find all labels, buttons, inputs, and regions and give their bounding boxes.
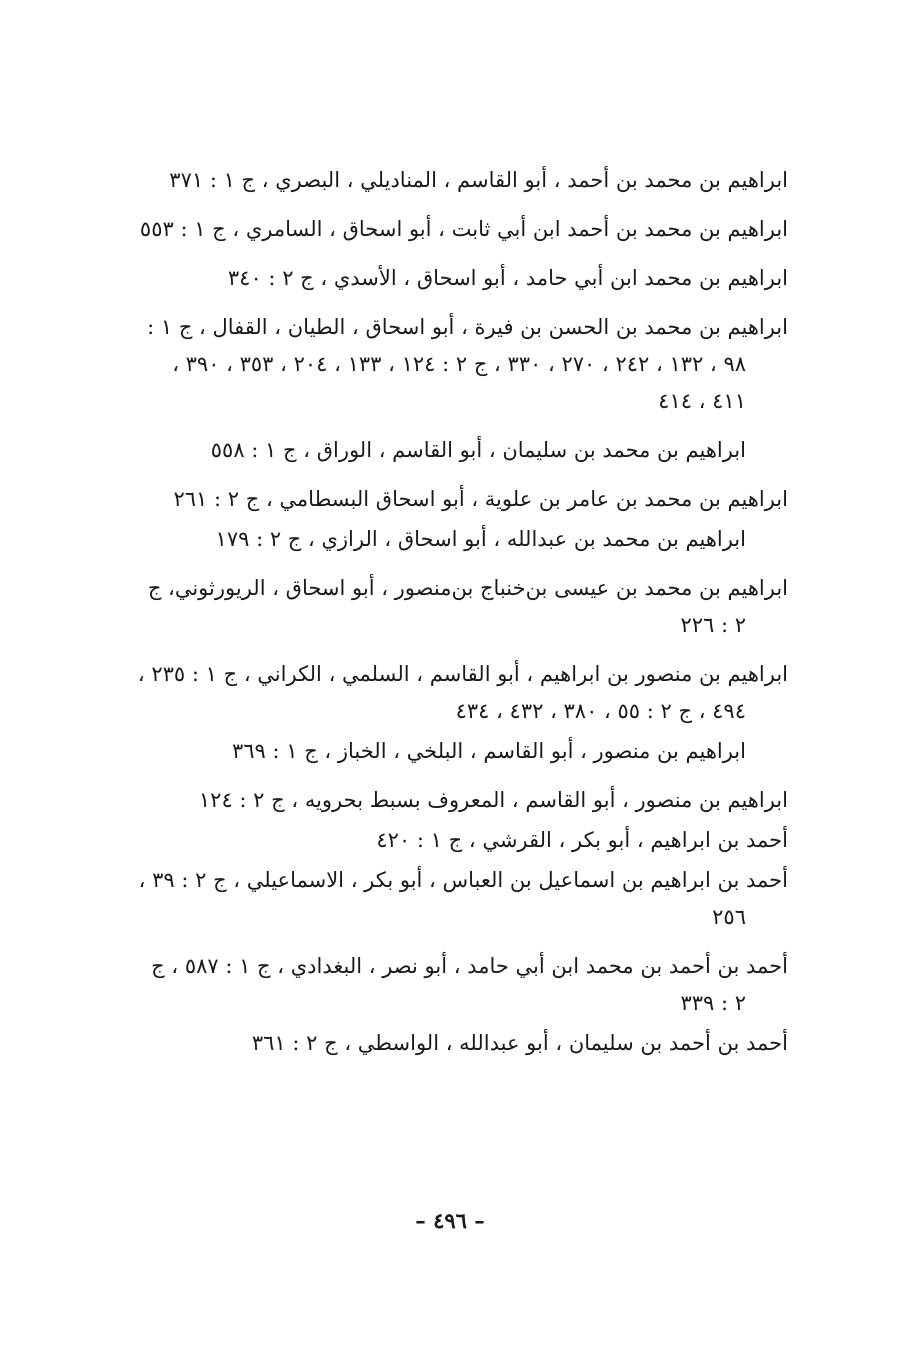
index-entry: ابراهيم بن محمد بن أحمد ، أبو القاسم ، المناديلي ، البصري ، ج ١ : ٣٧١ — [169, 168, 788, 192]
index-entries — [136, 162, 788, 1074]
index-entry: ابراهيم بن منصور بن ابراهيم ، أبو القاسم ، السلمي ، الكراني ، ج ١ : ٢٣٥ ، ٤٩٤ ، ج ٢ : ٥٥ ، ٣٨٠ ، ٤٣٢ ، ٤٣٤ — [137, 662, 788, 723]
index-entry: أحمد بن أحمد بن محمد ابن أبي حامد ، أبو نصر ، البغدادي ، ج ١ : ٥٨٧ ، ج ٢ : ٣٣٩ — [151, 954, 788, 1015]
page-number: – ٤٩٦ – — [415, 1208, 485, 1233]
index-entry: ابراهيم بن محمد بن عبدالله ، أبو اسحاق ، الرازي ، ج ٢ : ١٧٩ — [215, 527, 746, 551]
index-entry: ابراهيم بن محمد ابن أبي حامد ، أبو اسحاق ، الأسدي ، ج ٢ : ٣٤٠ — [227, 266, 788, 290]
index-entry: ابراهيم بن محمد بن أحمد ابن أبي ثابت ، أبو اسحاق ، السامري ، ج ١ : ٥٥٣ — [139, 217, 788, 241]
index-entry: ابراهيم بن منصور ، أبو القاسم ، البلخي ، الخباز ، ج ١ : ٣٦٩ — [231, 739, 746, 763]
index-entry: ابراهيم بن محمد بن الحسن بن فيرة ، أبو اسحاق ، الطيان ، القفال ، ج ١ : ٩٨ ، ١٣٢ ، ٢٤٢ ، ٢٧٠ ، ٣٣٠ ، ج ٢ : ١٢٤ ، ١٣٣ ، ٢٠٤ ، ٣٥٣ ، ٣٩٠ ، ٤١١ ، ٤١٤ — [147, 315, 788, 413]
index-entry: ابراهيم بن محمد بن سليمان ، أبو القاسم ، الوراق ، ج ١ : ٥٥٨ — [210, 438, 746, 462]
index-entry: أحمد بن ابراهيم بن اسماعيل بن العباس ، أبو بكر ، الاسماعيلي ، ج ٢ : ٣٩ ، ٢٥٦ — [138, 868, 788, 929]
index-entry: ابراهيم بن محمد بن عيسى بن‌خنباج بن‌منصور ، أبو اسحاق ، الريورثوني، ج ٢ : ٢٢٦ — [147, 576, 788, 637]
index-entry: أحمد بن أحمد بن سليمان ، أبو عبدالله ، الواسطي ، ج ٢ : ٣٦١ — [251, 1031, 788, 1055]
index-entry: ابراهيم بن محمد بن عامر بن علوية ، أبو اسحاق البسطامي ، ج ٢ : ٢٦١ — [173, 487, 788, 511]
index-entry: ابراهيم بن منصور ، أبو القاسم ، المعروف بسبط بحرويه ، ج ٢ : ١٢٤ — [198, 788, 788, 812]
index-entry: أحمد بن ابراهيم ، أبو بكر ، القرشي ، ج ١ : ٤٢٠ — [376, 828, 788, 852]
